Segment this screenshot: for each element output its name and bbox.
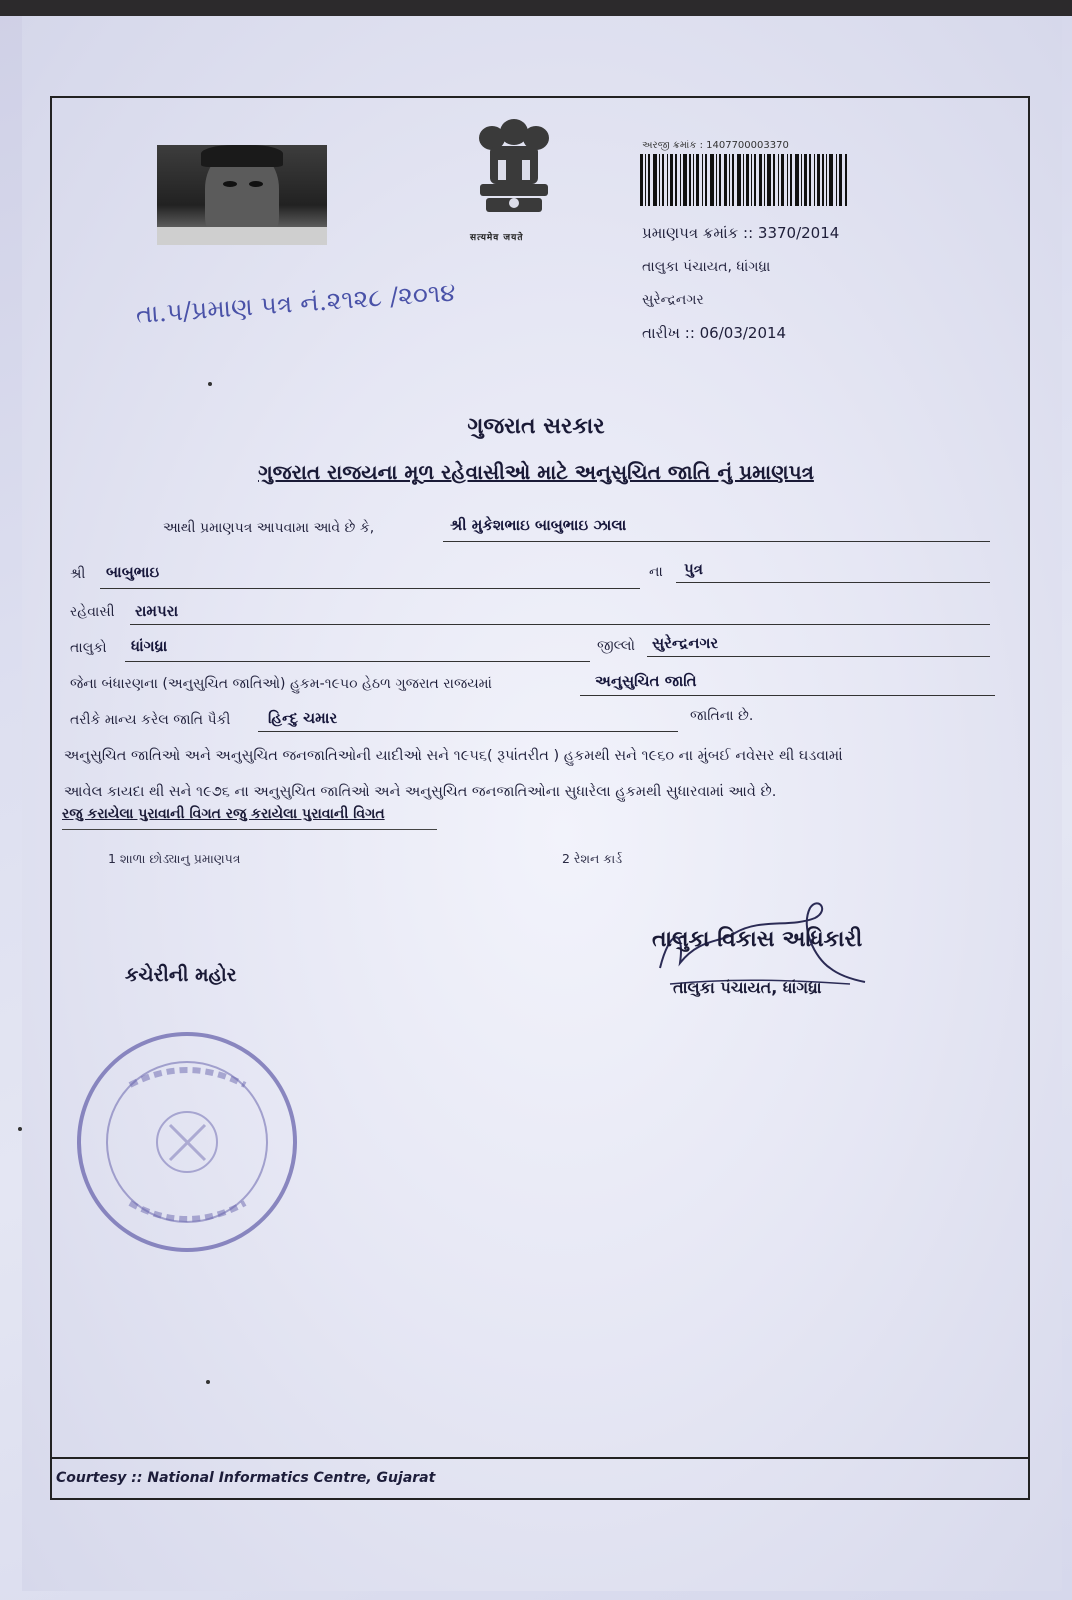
field-underline xyxy=(100,588,640,589)
proofs-divider xyxy=(62,829,437,830)
national-emblem-icon xyxy=(468,112,560,222)
taluka-label: તાલુકો xyxy=(70,640,107,656)
field-underline xyxy=(676,582,990,583)
photo-eye xyxy=(223,181,237,187)
field-underline xyxy=(258,731,678,732)
village: રામપરા xyxy=(135,602,179,620)
emblem-motto: सत्यमेव जयते xyxy=(470,233,524,243)
photo-top-edge xyxy=(0,0,1072,16)
paragraph-line: અનુસુચિત જાતિઓ અને અનુસુચિત જનજાતિઓની યાદીઓ સને ૧૯૫૬( રૂપાંતરીત ) હુકમથી સને ૧૯૬૦ ના મુંબઈ નવેસર થી ઘડવામાં xyxy=(64,748,843,764)
round-seal-stamp-icon xyxy=(70,1025,305,1260)
signatory-office: તાલુકા પંચાયત, ધાંગધ્રા xyxy=(673,978,822,997)
field-underline xyxy=(130,624,990,625)
intro-label: આથી પ્રમાણપત્ર આપવામા આવે છે કે, xyxy=(163,520,375,536)
father-name: બાબુભાઇ xyxy=(106,563,160,581)
field-underline xyxy=(647,656,990,657)
issuing-office: તાલુકા પંચાયત, ધાંગધ્રા xyxy=(642,259,771,275)
issue-date: તારીખ :: 06/03/2014 xyxy=(642,324,787,342)
proofs-heading: રજુ કરાયેલા પુરાવાની વિગત રજુ કરાયેલા પુરાવાની વિગત xyxy=(62,806,385,822)
na-label: ના xyxy=(649,564,663,580)
photo-eye xyxy=(249,181,263,187)
courtesy-footer: Courtesy :: National Informatics Centre, Gujarat xyxy=(56,1470,436,1486)
handwritten-reference: તા.પ/પ્રમાણ પત્ર નં.૨૧૨૮ /૨૦૧૪ xyxy=(134,277,457,329)
applicant-name: શ્રી મુકેશભાઇ બાબુભાઇ ઝાલા xyxy=(450,516,627,534)
application-number: અરજી ક્રમાંક : 1407700003370 xyxy=(642,140,789,151)
office-seal-label: કચેરીની મહોર xyxy=(125,964,237,986)
resident-label: રહેવાસી xyxy=(70,604,115,620)
certificate-heading: ગુજરાત રાજયના મૂળ રહેવાસીઓ માટે અનુસુચિત જાતિ નું પ્રમાણપત્ર xyxy=(258,460,814,484)
ink-speck xyxy=(206,1380,210,1384)
photo-shirt xyxy=(157,227,327,245)
proof-item: 2 રેશન કાર્ડ xyxy=(562,851,623,866)
shri-label: શ્રી xyxy=(70,566,86,582)
certificate-number: પ્રમાણપત્ર ક્રમાંક :: 3370/2014 xyxy=(642,224,840,242)
issuing-district: સુરેન્દ્રનગર xyxy=(642,292,704,308)
category: અનુસુચિત જાતિ xyxy=(595,672,697,690)
applicant-photo xyxy=(157,145,327,245)
government-title: ગુજરાત સરકાર xyxy=(467,414,605,439)
ink-speck xyxy=(18,1127,22,1131)
district-value: સુરેન્દ્રનગર xyxy=(652,634,719,652)
field-underline xyxy=(125,661,590,662)
signatory-title: તાલુકા વિકાસ અધિકારી xyxy=(652,927,863,952)
field-underline xyxy=(580,695,995,696)
caste: હિન્દુ ચમાર xyxy=(268,709,338,727)
barcode-icon xyxy=(640,154,850,206)
photo-hair xyxy=(201,145,283,167)
recognised-label: તરીકે માન્ય કરેલ જાતિ પૈકી xyxy=(70,712,231,728)
proof-item: 1 શાળા છોડ્યાનુ પ્રમાણપત્ર xyxy=(108,851,241,866)
footer-divider xyxy=(50,1457,1030,1459)
district-label: જીલ્લો xyxy=(597,638,635,654)
paragraph-line: આવેલ કાયદા થી સને ૧૯૭૬ ના અનુસુચિત જાતિઓ અને અનુસુચિત જનજાતિઓના સુધારેલા હુકમથી સુધારવામાં આવે છે. xyxy=(64,784,777,800)
caste-suffix: જાતિના છે. xyxy=(690,708,754,724)
relation: પુત્ર xyxy=(684,560,703,578)
order-label: જેના બંધારણના (અનુસુચિત જાતિઓ) હુકમ-૧૯૫૦ હેઠળ ગુજરાત રાજયમાં xyxy=(70,676,492,692)
field-underline xyxy=(443,541,990,542)
ink-speck xyxy=(208,382,212,386)
taluka: ધાંગધ્રા xyxy=(131,637,168,655)
